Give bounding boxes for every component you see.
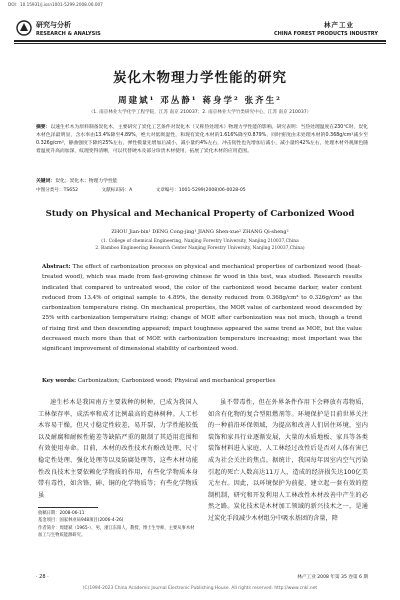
article-title-cn: 炭化木物理力学性能的研究 — [113, 70, 287, 86]
keywords-label-en: Key words: — [42, 378, 77, 384]
article-number: 文章编号：1001-5299(2008)06-0028-05 — [155, 188, 246, 193]
abstract-cn — [36, 124, 368, 156]
journal-name-cn: 林产工业 — [324, 21, 354, 29]
journal-name-en: CHINA FOREST PRODUCTS INDUSTRY — [273, 31, 378, 37]
copyright-notice: (C)1994-2023 China Academic Journal Electronic Publishing House. All rights reserved. http://www.cnki.net — [82, 586, 318, 591]
abstract-text-en: The effect of carbonization process on physical and mechanical properties of carbonized wood (heat-treated wood), which was made from fast-growing chinese fir wood in this test, was studied. Research results indicated that compared to untreated wood, the color of the carbonized wood became darker, water content reduced from 13.4% of original sample to 4.89%, the density reduced from 0.368g/cm³ to 0.326g/cm³ as the carbonization temperature rising. On mechanical properties, the MOR value of carbonized wood descended by 25% with carbonization temperature rising; change of MOE after carbonization was not much, though a trend of rising first and then descending appeared; impact toughness appeared the same trend as MOE, but the value decreased much more than that of MOE with carbonization temperature increasing; most important was the significant improvement of dimensional stability of carbonized wood. — [42, 264, 363, 353]
footnote-rule — [38, 507, 98, 508]
article-metadata — [36, 187, 368, 193]
header-rule-thick — [14, 40, 386, 42]
article-title-en: Study on Physical and Mechanical Property of Carbonized Wood — [45, 209, 355, 219]
authors-en: ZHOU Jian-bin¹ DENG Cong-jing¹ JIANG Shen-xue² ZHANG Qi-sheng² — [111, 229, 289, 235]
affiliation-en-line-2: 2. Bamboo Engineering Research Center Nanjing Forestry University, Nanjing 210037,China) — [95, 246, 305, 251]
section-label-en: RESEARCH & ANALYSIS — [36, 31, 101, 37]
section-label-cn: 研究与分析 — [36, 21, 71, 29]
affiliation-en-line-1: (1. College of chemical Engineering, Nanjing Forestry University, Nanjing 210037,China — [101, 239, 299, 244]
affiliation-en — [0, 238, 400, 252]
journal-footer: 林产工业 2008 年第 35 卷第 6 期 — [297, 575, 368, 580]
keywords-cn — [36, 177, 368, 184]
abstract-label-cn: 摘要： — [36, 125, 51, 130]
keywords-text-en: Carbonization; Carbonized wood; Physical and mechanical properties — [77, 378, 276, 384]
authors-cn: 周建斌¹ 邓丛静¹ 蒋身学² 张齐生² — [118, 96, 282, 106]
document-code: 文献标识码：A — [101, 188, 133, 193]
abstract-text-cn: 以速生杉木为原料制备炭化木，主要研究了炭化工艺条件对炭化木（又称热处理木）物理力学性能的影响。研究表明：当热处理温度在230℃时，炭化木材色泽最明显，含水率由13.4%降至4.89%，绝大对低吸湿性，和现有炭化木材的1.616%降至0.879%，同时密度由未处理木材的0.368g/cm³减少至0.326g/cm³，静曲强度下降约25%左右，弹性模量先增加后减小，减小量约4%左右，冲击韧性也先增加后减小，减小量约42%左右，处理木材外观颜色随着温度升高而加深，纹理变得清晰，可以代替硬木及部分珍贵木材使用，拓展了炭化木材的应用范围。 — [36, 125, 368, 155]
clc-number: 中图分类号：TS652 — [36, 188, 79, 193]
body-column-right: 虽不带毒性，但在外界条件作用下会释放有毒物质，如含有化物的复合型阻燃剂等。环境保护是目前世界关注的一种前沿环保领域，为提高和改善人们居住环境，室内装饰和家具行业逐渐发展，大量的木质地板、家具等各类装饰材料进入家庭，人工林经过改性后是否对人体有害已成为社会关注的焦点。据统计，我国每年因室内空气污染引起的死亡人数高达11万人，造成的经济损失达100亿美元左右。因此，以环境保护为前提，建立起一套有效的控制机制，研究和开发利用人工林改性木材改善中产生的必然之路。炭化技术是木材加工领域的新兴技术之一，是通过炭化手段减少木材组分中吸水基团的含量，降 — [208, 399, 368, 522]
keywords-text-cn: 炭化；炭化木；物理力学性能 — [55, 179, 118, 184]
header-rule-thin — [14, 43, 386, 44]
keywords-label-cn: 关键词： — [36, 179, 56, 184]
keywords-en — [42, 378, 362, 384]
page-number: · 28 · — [36, 574, 49, 580]
doi-line: DOI：10.15931/j.issn1001-5299.2008.06.007 — [8, 2, 103, 7]
journal-emblem-icon — [16, 20, 32, 36]
abstract-en — [42, 262, 362, 355]
affiliation-cn: （1. 南京林业大学化学工程学院，江苏 南京 210037；2. 南京林业大学竹类研究中心，江苏 南京 210037） — [88, 110, 312, 115]
body-column-left: 速生杉木是我国南方主要栽种的树种，已成为我国人工林保存率、成活率和成才比例最高的造林树种。人工杉木容易干燥，但尺寸稳定性较差，易开裂，力学性能较低以及耐腐和耐候性能差等缺陷严重的限制了其适用范围和有效使用寿命。目前，木材的改性技术有酚改处理、尺寸稳定性处理、强化处理等以及防腐处理等，这些木材功能性改良技术主要依赖化学物质的作用，有些化学物质本身带有毒性，如含铬、砷、铜的化学物质等；有些化学物质虽 — [38, 399, 198, 499]
abstract-label-en: Abstract: — [42, 264, 71, 270]
footnote: 收稿日期：2008-06-11 基金项目：国家林业局948项目(2006-4-26) 作者简介：周建斌（1965-），男，浙江东阳人，教授，博士生导师，主要从事木材加工与生物质能源研究。 — [38, 511, 195, 539]
